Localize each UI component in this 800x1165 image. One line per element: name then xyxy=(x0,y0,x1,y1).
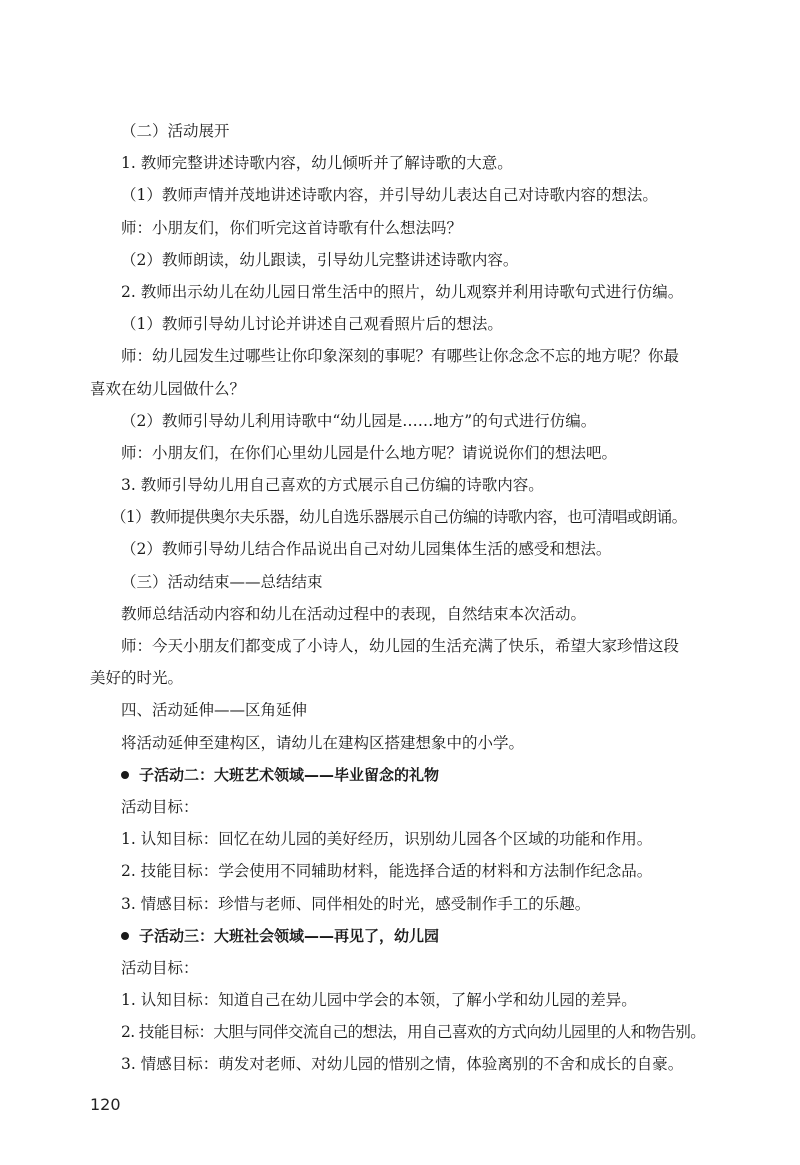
subactivity-heading xyxy=(90,764,715,786)
page-number: 120 xyxy=(90,1095,121,1114)
paragraph: 活动目标： xyxy=(121,958,199,977)
paragraph-continuation: 喜欢在幼儿园做什么？ xyxy=(90,379,246,398)
paragraph: （2）教师引导幼儿利用诗歌中“幼儿园是……地方”的句式进行仿编。 xyxy=(121,411,597,430)
paragraph: 3. 情感目标：萌发对老师、对幼儿园的惜别之情，体验离别的不舍和成长的自豪。 xyxy=(121,1055,684,1074)
subactivity-title: 子活动三：大班社会领域——再见了，幼儿园 xyxy=(139,926,440,945)
paragraph: 1. 教师完整讲述诗歌内容，幼儿倾听并了解诗歌的大意。 xyxy=(121,154,513,173)
page-body xyxy=(90,120,715,1086)
section-heading: （二）活动展开 xyxy=(121,122,230,140)
paragraph: （2）教师朗读，幼儿跟读，引导幼儿完整讲述诗歌内容。 xyxy=(121,250,519,269)
section-heading: （三）活动结束——总结结束 xyxy=(121,572,323,591)
paragraph: 师：幼儿园发生过哪些让你印象深刻的事呢？有哪些让你念念不忘的地方呢？你最 xyxy=(121,347,680,366)
paragraph: （1）教师提供奥尔夫乐器，幼儿自选乐器展示自己仿编的诗歌内容，也可清唱或朗诵。 xyxy=(111,508,687,527)
paragraph: 活动目标： xyxy=(121,797,199,816)
section-heading: 四、活动延伸——区角延伸 xyxy=(121,701,308,720)
paragraph: 师：小朋友们，在你们心里幼儿园是什么地方呢？请说说你们的想法吧。 xyxy=(121,443,618,462)
paragraph: 将活动延伸至建构区，请幼儿在建构区搭建想象中的小学。 xyxy=(121,733,525,752)
paragraph: 3. 教师引导幼儿用自己喜欢的方式展示自己仿编的诗歌内容。 xyxy=(121,476,544,495)
bullet-icon xyxy=(121,771,129,779)
paragraph: （2）教师引导幼儿结合作品说出自己对幼儿园集体生活的感受和想法。 xyxy=(121,540,612,559)
paragraph: 1. 认知目标：知道自己在幼儿园中学会的本领，了解小学和幼儿园的差异。 xyxy=(121,991,637,1010)
paragraph: （1）教师引导幼儿讨论并讲述自己观看照片后的想法。 xyxy=(121,315,503,334)
paragraph: 2. 教师出示幼儿在幼儿园日常生活中的照片，幼儿观察并利用诗歌句式进行仿编。 xyxy=(121,282,684,301)
paragraph: 教师总结活动内容和幼儿在活动过程中的表现，自然结束本次活动。 xyxy=(121,604,587,623)
paragraph: 1. 认知目标：回忆在幼儿园的美好经历，识别幼儿园各个区域的功能和作用。 xyxy=(121,830,653,849)
paragraph: 3. 情感目标：珍惜与老师、同伴相处的时光，感受制作手工的乐趣。 xyxy=(121,894,591,913)
paragraph: 师：今天小朋友们都变成了小诗人，幼儿园的生活充满了快乐，希望大家珍惜这段 xyxy=(121,637,680,655)
bullet-icon xyxy=(121,932,129,940)
paragraph: （1）教师声情并茂地讲述诗歌内容，并引导幼儿表达自己对诗歌内容的想法。 xyxy=(121,186,658,205)
paragraph: 2. 技能目标：大胆与同伴交流自己的想法，用自己喜欢的方式向幼儿园里的人和物告别。 xyxy=(121,1023,706,1042)
paragraph: 师：小朋友们，你们听完这首诗歌有什么想法吗？ xyxy=(121,218,463,237)
paragraph-continuation: 美好的时光。 xyxy=(90,669,184,688)
subactivity-title: 子活动二：大班艺术领域——毕业留念的礼物 xyxy=(139,765,440,784)
subactivity-heading xyxy=(90,925,715,947)
paragraph: 2. 技能目标：学会使用不同辅助材料，能选择合适的材料和方法制作纪念品。 xyxy=(121,862,653,881)
